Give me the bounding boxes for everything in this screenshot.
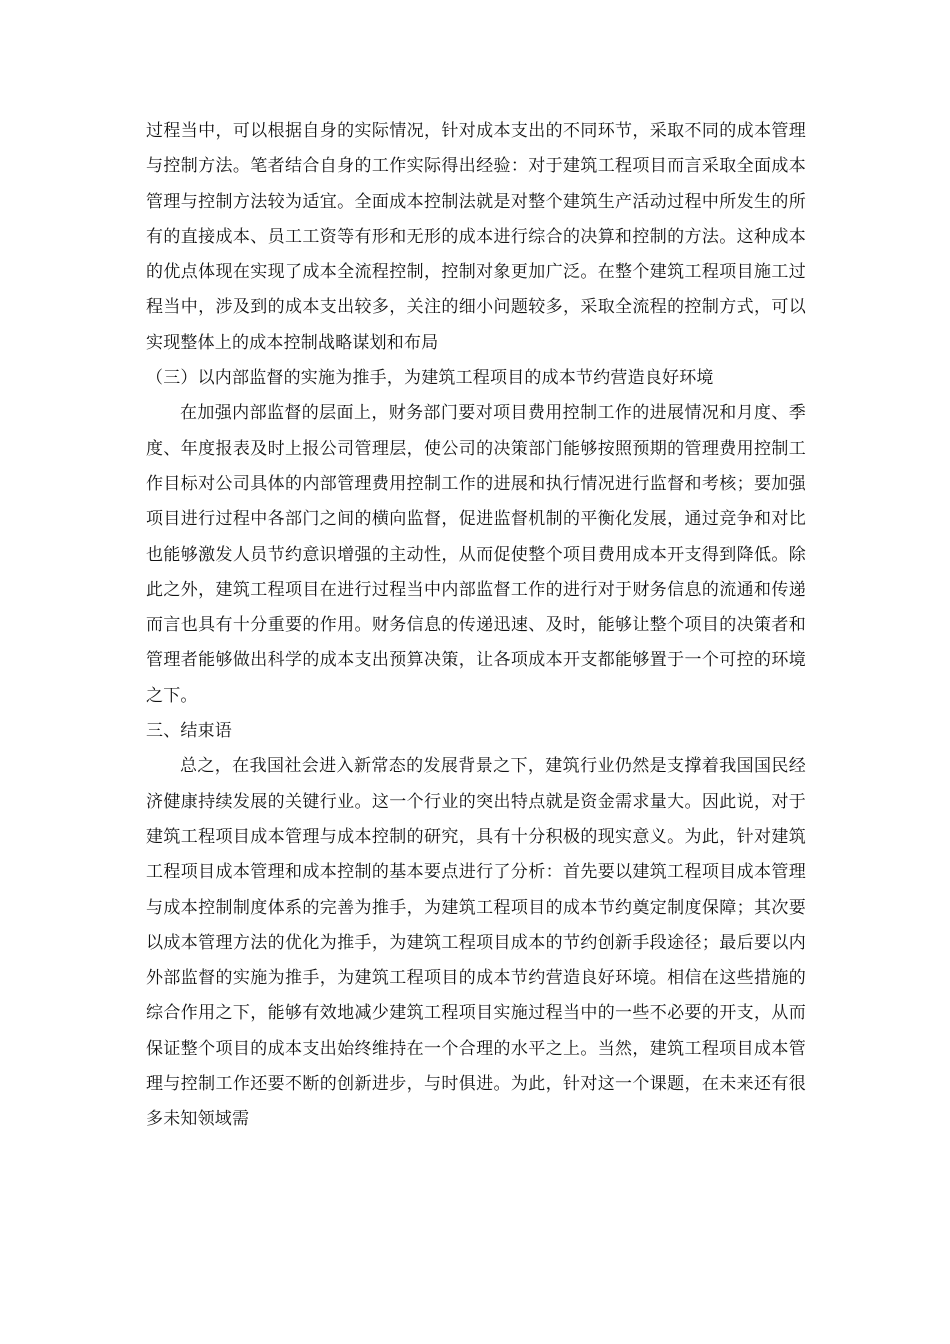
paragraph-conclusion: 总之，在我国社会进入新常态的发展背景之下，建筑行业仍然是支撑着我国国民经济健康持续发展的关键行业。这一个行业的突出特点就是资金需求量大。因此说，对于建筑工程项目成本管理与成本控制的研究，具有十分积极的现实意义。为此，针对建筑工程项目成本管理和成本控制的基本要点进行了分析：首先要以建筑工程项目成本管理与成本控制制度体系的完善为推手，为建筑工程项目的成本节约奠定制度保障；其次要以成本管理方法的优化为推手，为建筑工程项目成本的节约创新手段途径；最后要以内外部监督的实施为推手，为建筑工程项目的成本节约营造良好环境。相信在这些措施的综合作用之下，能够有效地减少建筑工程项目实施过程当中的一些不必要的开支，从而保证整个项目的成本支出始终维持在一个合理的水平之上。当然，建筑工程项目成本管理与控制工作还要不断的创新进步，与时俱进。为此，针对这一个课题，在未来还有很多未知领域需	[146, 756, 806, 1130]
document-body	[146, 114, 806, 1138]
section-heading-conclusion: 三、结束语	[146, 721, 232, 742]
subsection-heading: （三）以内部监督的实施为推手，为建筑工程项目的成本节约营造良好环境	[146, 368, 714, 389]
paragraph-internal-supervision: 在加强内部监督的层面上，财务部门要对项目费用控制工作的进展情况和月度、季度、年度报表及时上报公司管理层，使公司的决策部门能够按照预期的管理费用控制工作目标对公司具体的内部管理费用控制工作的进展和执行情况进行监督和考核；要加强项目进行过程中各部门之间的横向监督，促进监督机制的平衡化发展，通过竞争和对比也能够激发人员节约意识增强的主动性，从而促使整个项目费用成本开支得到降低。除此之外，建筑工程项目在进行过程当中内部监督工作的进行对于财务信息的流通和传递而言也具有十分重要的作用。财务信息的传递迅速、及时，能够让整个项目的决策者和管理者能够做出科学的成本支出预算决策，让各项成本开支都能够置于一个可控的环境之下。	[146, 403, 806, 706]
paragraph-continuation: 过程当中，可以根据自身的实际情况，针对成本支出的不同环节，采取不同的成本管理与控制方法。笔者结合自身的工作实际得出经验：对于建筑工程项目而言采取全面成本管理与控制方法较为适宜。全面成本控制法就是对整个建筑生产活动过程中所发生的所有的直接成本、员工工资等有形和无形的成本进行综合的决算和控制的方法。这种成本的优点体现在实现了成本全流程控制，控制对象更加广泛。在整个建筑工程项目施工过程当中，涉及到的成本支出较多，关注的细小问题较多，采取全流程的控制方式，可以实现整体上的成本控制战略谋划和布局	[146, 121, 806, 353]
